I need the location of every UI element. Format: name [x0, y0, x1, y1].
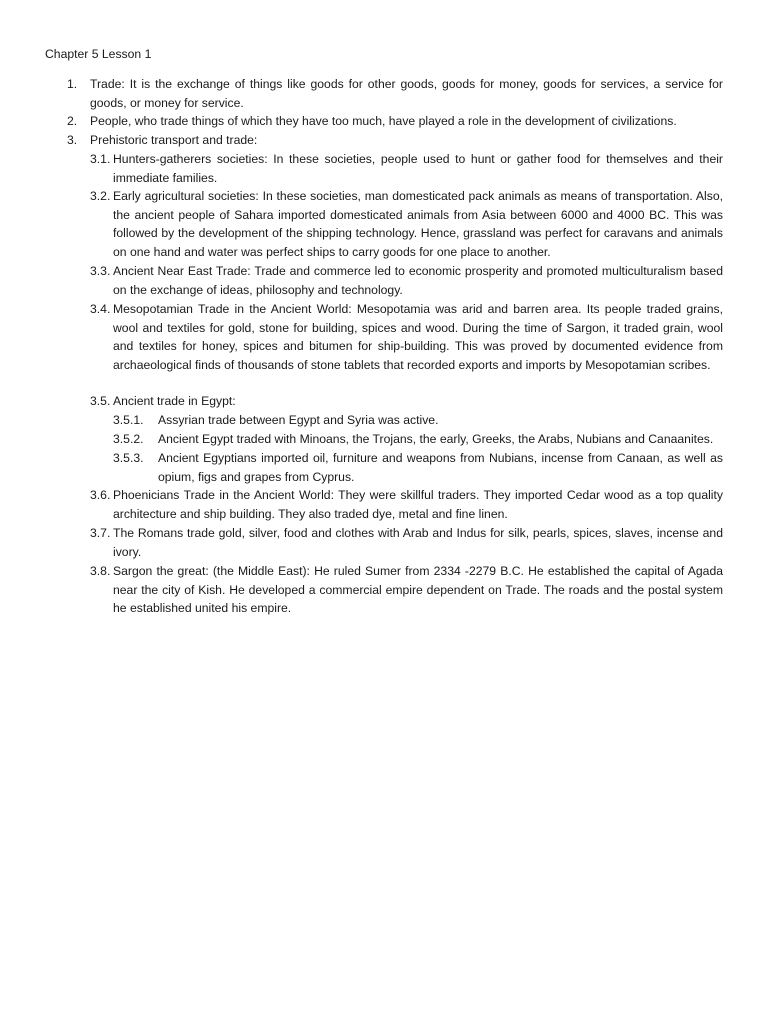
list-item-text: The Romans trade gold, silver, food and clothes with Arab and Indus for silk, pearls, spices, slaves, incense and ivory. — [113, 526, 723, 559]
list-number: 3.4. — [90, 302, 111, 316]
list-item-text: Ancient Egypt traded with Minoans, the Trojans, the early, Greeks, the Arabs, Nubians and Canaanites. — [158, 432, 714, 446]
list-number: 3.3. — [90, 264, 111, 278]
list-number: 2. — [67, 114, 78, 128]
sublist-item — [90, 524, 723, 561]
list-number: 1. — [67, 77, 78, 91]
list-item-text: Mesopotamian Trade in the Ancient World: Mesopotamia was arid and barren area. Its people traded grains, wool and textiles for gold, stone for building, spices and wood. During the time of Sargon, it traded grain, wool and textiles for honey, spices and bitumen for ship-building. This was proved by documented evidence from archaeological finds of thousands of stone tablets that recorded exports and imports by Mesopotamian scribes. — [113, 302, 723, 372]
list-item-text: Ancient Egyptians imported oil, furniture and weapons from Nubians, incense from Canaan, as well as opium, figs and grapes from Cyprus. — [158, 451, 723, 484]
list-number: 3.5.3. — [113, 451, 144, 465]
sublist-item — [90, 392, 723, 411]
sublist-item — [90, 187, 723, 261]
list-item-text: Hunters-gatherers societies: In these societies, people used to hunt or gather food for themselves and their immediate families. — [113, 152, 723, 185]
list-item — [67, 131, 723, 150]
list-number: 3.1. — [90, 152, 111, 166]
sublist-item — [90, 262, 723, 299]
list-number: 3.5.1. — [113, 413, 144, 427]
list-number: 3.6. — [90, 488, 111, 502]
sub-sublist-item — [113, 430, 723, 449]
list-item-text: Phoenicians Trade in the Ancient World: They were skillful traders. They imported Cedar wood as a top quality architecture and ship building. They also traded dye, metal and fine linen. — [113, 488, 723, 521]
list-item — [67, 112, 723, 131]
list-item-text: Prehistoric transport and trade: — [90, 133, 258, 147]
list-item-text: Trade: It is the exchange of things like goods for other goods, goods for money, goods for services, a service for goods, or money for service. — [90, 77, 723, 110]
sublist-item — [90, 486, 723, 523]
list-number: 3. — [67, 133, 78, 147]
sub-sublist-item — [113, 449, 723, 486]
list-item-text: Assyrian trade between Egypt and Syria was active. — [158, 413, 439, 427]
sublist-item — [90, 300, 723, 374]
sublist-item — [90, 562, 723, 618]
page-title: Chapter 5 Lesson 1 — [45, 47, 152, 61]
list-number: 3.7. — [90, 526, 111, 540]
sub-sublist-item — [113, 411, 723, 430]
list-item-text: Sargon the great: (the Middle East): He ruled Sumer from 2334 -2279 B.C. He established the capital of Agada near the city of Kish. He developed a commercial empire dependent on Trade. The roads and the postal system he established united his empire. — [113, 564, 723, 616]
list-item-text: Ancient trade in Egypt: — [113, 394, 236, 408]
list-item-text: People, who trade things of which they have too much, have played a role in the development of civilizations. — [90, 114, 677, 128]
list-number: 3.5. — [90, 394, 111, 408]
list-item — [67, 75, 723, 112]
sublist-item — [90, 150, 723, 187]
list-number: 3.2. — [90, 189, 111, 203]
list-number: 3.8. — [90, 564, 111, 578]
list-item-text: Ancient Near East Trade: Trade and commerce led to economic prosperity and promoted multiculturalism based on the exchange of ideas, philosophy and technology. — [113, 264, 723, 297]
list-number: 3.5.2. — [113, 432, 144, 446]
list-item-text: Early agricultural societies: In these societies, man domesticated pack animals as means of transportation. Also, the ancient people of Sahara imported domesticated animals from Asia between 6000 and 4000 BC. This was followed by the development of the shipping technology. Hence, grassland was perfect for caravans and animals on one hand and water was perfect ships to carry goods for one place to another. — [113, 189, 723, 259]
